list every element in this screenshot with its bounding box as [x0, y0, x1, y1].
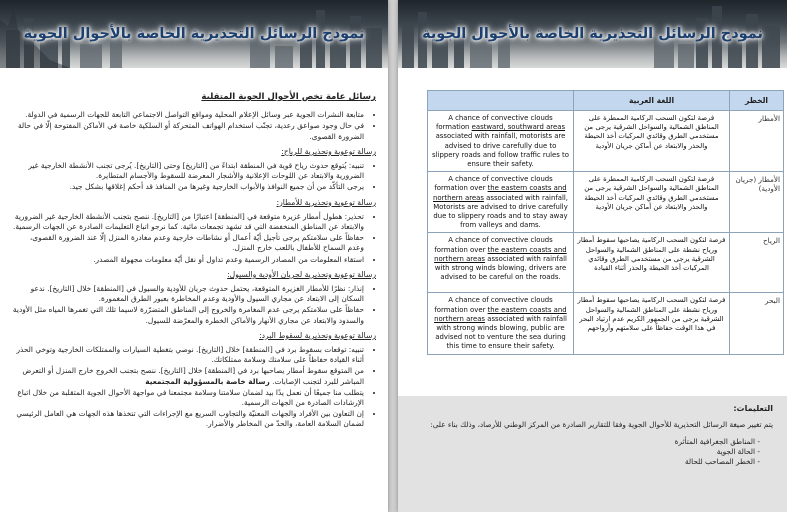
list-item-text: من المتوقع سقوط أمطار يصاحبها برد في [المنطقة] خلال [التاريخ]. ننصح بتجنب الخروج خارج المنزل أو التعرض المباشر للبرد لتجنب الإصابات. [22, 366, 364, 386]
hazard-cell: الرياح [730, 233, 784, 293]
arabic-cell: فرصة لتكون السحب الركامية الممطرة على المناطق الشمالية والسواحل الشرقية يرجى من مستخدمي الطرق وقائدي المركبات أخذ الحيطة والحذر والابتعاد عن أماكن جريان الأودية [574, 111, 730, 172]
english-underlined: the eastern coasts and northern areas [434, 305, 567, 323]
english-underlined: the eastern coasts and northern areas [434, 245, 567, 263]
arabic-cell: فرصة لتكون السحب الركامية يصاحبها سقوط أمطار ورياح نشطة على المناطق الشمالية والسواحل الشرقية يرجى من مستخدمي الطرق وقائدي المركبات أخذ الحيطة والحذر أثناء القيادة [574, 233, 730, 293]
section-title: رسالة توعوية وتحذيرية للأمطار: [276, 197, 376, 207]
english-cell [428, 233, 574, 293]
english-text: associated with rainfall, Motorists are advised to drive carefully due to slippery roads and to stay away from valleys and dams. [433, 193, 568, 230]
general-heading: رسائل عامة تخص الأحوال الجوية المتقلبة [201, 92, 376, 102]
english-text: A chance of convective clouds formation over [434, 236, 553, 254]
left-page [0, 0, 388, 512]
list-item: • تنبيه: يُتوقع حدوث رياح قوية في المنطقة ابتداءً من [التاريخ] وحتى [التاريخ]. يُرجى تجنب الأنشطة الخارجية غير الضرورية والابتعاد عن اللوحات الإعلانية والأشجار المعرضة للسقوط والأجسام المتطايرة. [12, 161, 364, 181]
list-item: • في حال وجود صواعق رعدية، تجنّب استخدام الهواتف المتحركة أو السلكية خاصة في الأماكن المفتوحة إلّا في حالة الضرورة القصوى. [12, 121, 364, 141]
list-item: • تنبيه: توقعات بسقوط برد في [المنطقة] خلال [التاريخ]. نوصي بتغطية السيارات والممتلكات الخارجية وتوخي الحذر أثناء القيادة حفاظاً على سلامتك وسلامة ممتلكاتك. [12, 345, 364, 365]
english-text: associated with rainfall with strong winds blowing, drivers are advised to be careful on the roads. [434, 254, 567, 282]
english-cell [428, 293, 574, 354]
list-item: • يتطلب منا جميعًا أن نعمل يدًا بيد لضمان سلامتنا وسلامة مجتمعنا في مواجهة الأحوال الجوية المتقلبة من خلال اتباع الإرشادات الصادرة من الجهات الرسمية. [12, 388, 364, 408]
english-text: associated with rainfall, motorists are advised to drive carefully due to slippery roads and follow traffic rules to ensure their safety. [432, 132, 569, 169]
list-item: • تحذير: هطول أمطار غزيرة متوقعة في [المنطقة] اعتبارًا من [التاريخ]. ننصح بتجنب الأنشطة الخارجية غير الضرورية والابتعاد عن المناطق المنخفضة التي قد تشهد تجمعات مائية. كما نرجو اتباع التعليمات الصادرة عن الجهات الرسمية. [12, 212, 364, 232]
table-row [428, 111, 784, 172]
arabic-cell: فرصة لتكون السحب الركامية الممطرة على المناطق الشمالية والسواحل الشرقية يرجى من مستخدمي الطرق وقائدي المركبات أخذ الحيطة والحذر والابتعاد عن أماكن جريان الأودية [574, 172, 730, 233]
list-item: • حفاظاً على سلامتكم يرجى تأجيل أيّة أعمال أو نشاطات خارجية وعدم مغادرة المنزل إلّا عند الضرورة القصوى، وعدم السماح للأطفال باللعب خارج المنزل. [12, 233, 364, 253]
bold-phrase: رسالة خاصة بالمسؤولية المجتمعية [145, 376, 270, 386]
instructions-box [398, 396, 787, 512]
hail-section [12, 331, 376, 430]
list-item: • استقاء المعلومات من المصادر الرسمية وعدم تداول أو نقل أيّة معلومات مجهولة المصدر. [12, 255, 364, 265]
instructions-intro: يتم تغيير صيغة الرسائل التحذيرية للأحوال الجوية وفقا للتقارير الصادرة من المركز الوطني للأرصاد، وذلك بناء على: [430, 420, 773, 430]
instructions-title: التعليمات: [733, 404, 773, 413]
english-cell [428, 111, 574, 172]
list-item: • حفاظاً على سلامتكم يرجى عدم المغامرة والخروج إلى المناطق المتضرّرة لاسيما تلك التي تغمرها المياه مثل الأودية والسدود والابتعاد عن مجاري الأنهار والأماكن الخطرة والمعرّضة للسيول. [12, 305, 364, 325]
table-header-row [428, 91, 784, 111]
list-item: • إنذار: نظرًا للأمطار الغزيرة المتوقعة، يحتمل حدوث جريان للأودية والسيول في [المنطقة] خلال [التاريخ]. ندعو السكان إلى الابتعاد عن مجاري السيول والأودية وعدم المخاطرة بعبور الطرق المغمورة. [12, 284, 364, 304]
warnings-table-wrap [427, 90, 783, 355]
english-underlined: the eastern coasts and northern areas [432, 184, 567, 202]
table-row [428, 172, 784, 233]
header-banner [398, 0, 787, 68]
page-title: نموذج الرسائل التحذيرية الخاصة بالأحوال الجوية [23, 26, 365, 42]
section-title: رسالة توعوية وتحذيرية للرياح: [281, 146, 376, 156]
header-english [428, 91, 574, 111]
wind-section [12, 147, 376, 193]
general-section [12, 110, 376, 142]
list-item: • يرجى التأكّد من أن جميع النوافذ والأبواب الخارجية وغيرها من المنافذ قد أحكم إغلاقها بشكل جيد. [12, 182, 364, 192]
header-banner [0, 0, 388, 68]
rain-section [12, 198, 376, 265]
right-page [398, 0, 787, 512]
hazard-cell: الأمطار [730, 111, 784, 172]
table-row [428, 293, 784, 354]
english-underlined: eastward, southward areas [471, 123, 566, 132]
warnings-table [427, 90, 784, 355]
table-row [428, 233, 784, 293]
arabic-cell: فرصة لتكون السحب الركامية يصاحبها سقوط أمطار ورياح نشطة على المناطق الشمالية والسواحل الشرقية يرجى من الجمهور الكريم عدم ارتياد البحر في هذا الوقت حفاظاً على سلامتهم وأرواحهم [574, 293, 730, 354]
list-item: - الحالة الجوية [412, 447, 755, 457]
english-text: A chance of convective clouds formation over [434, 296, 553, 314]
english-text: A chance of convective clouds formation [435, 114, 553, 132]
header-arabic: اللغة العربية [574, 91, 730, 111]
list-item: - المناطق الجغرافية المتأثرة [412, 437, 755, 447]
english-cell [428, 172, 574, 233]
english-text: associated with rainfall with strong winds blowing, public are advised not to venture the sea during this time to ensure their safety. [435, 314, 567, 351]
english-text: A chance of convective clouds formation over [434, 175, 553, 193]
section-title: رسالة توعوية وتحذيرية لجريان الأودية والسيول: [227, 269, 376, 279]
page-title: نموذج الرسائل التحذيرية الخاصة بالأحوال الجوية [422, 26, 763, 42]
list-item: - الخطر المصاحب للحالة [412, 457, 755, 467]
valley-section [12, 270, 376, 326]
list-item [12, 366, 364, 386]
header-hazard: الخطر [730, 91, 784, 111]
hazard-cell: الأمطار (جريان الأودية) [730, 172, 784, 233]
list-item: • متابعة النشرات الجوية عبر وسائل الإعلام المحلية ومواقع التواصل الاجتماعي التابعة للجهات الرسمية في الدولة. [12, 110, 364, 120]
section-title: رسالة توعوية وتحذيرية لسقوط البرد: [259, 330, 376, 340]
list-item: • إن التعاون بين الأفراد والجهات المعنيّة والتجاوب السريع مع الإجراءات التي تتخذها هذه الجهات هي العامل الرئيسي لضمان السلامة العامة، والحدّ من المخاطر والأضرار. [12, 409, 364, 429]
hazard-cell: البحر [730, 293, 784, 354]
left-content [12, 92, 376, 435]
